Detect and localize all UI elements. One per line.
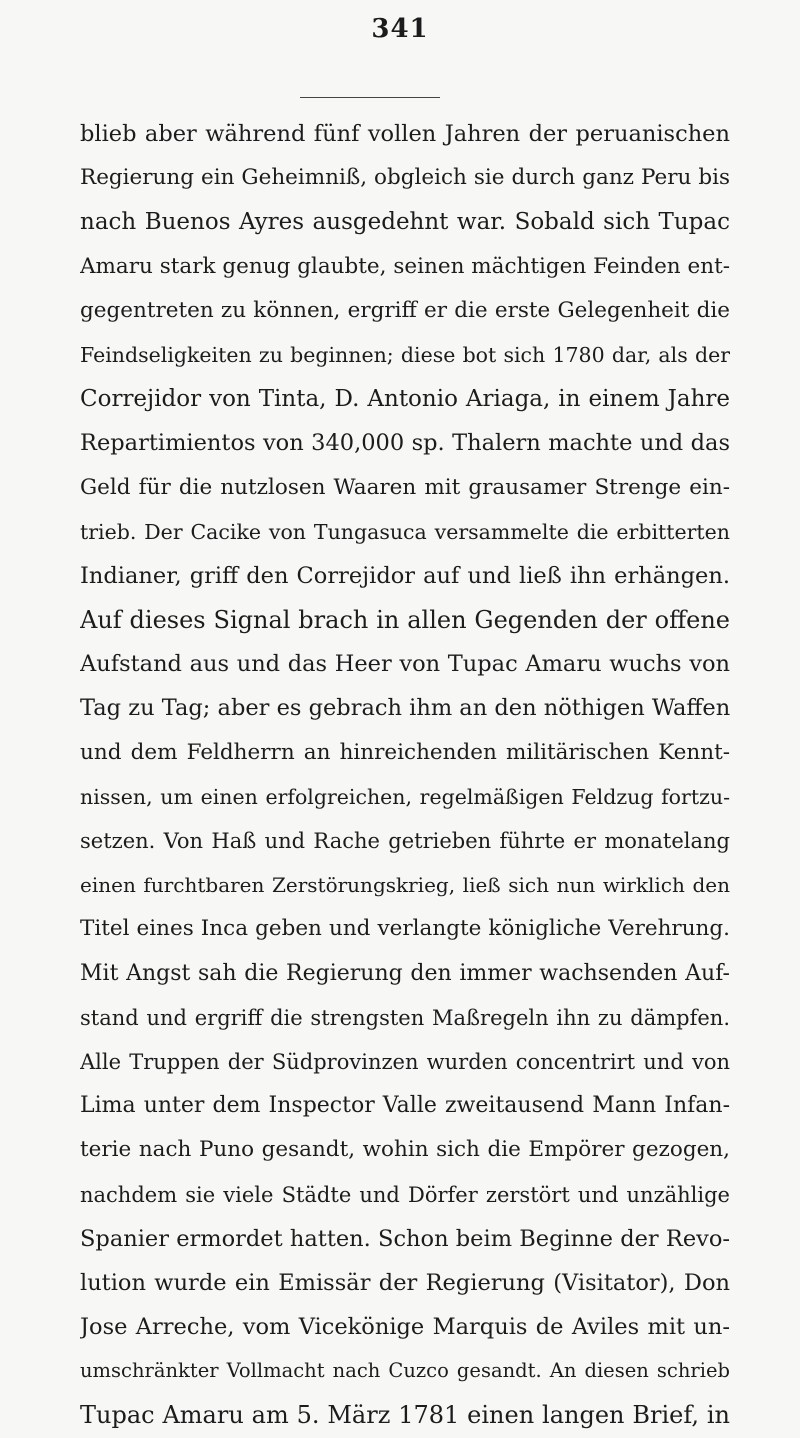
text-line: umschränkter Vollmacht nach Cuzco gesandt. An diesen schrieb	[80, 1359, 730, 1383]
text-line: Tag zu Tag; aber es gebrach ihm an den nöthigen Waffen	[80, 695, 730, 722]
text-line: stand und ergriff die strengsten Maßregeln ihn zu dämpfen.	[80, 1005, 730, 1030]
text-line: setzen. Von Haß und Rache getrieben führte er monatelang	[80, 829, 730, 853]
text-line: terie nach Puno gesandt, wohin sich die Empörer gezogen,	[80, 1137, 730, 1163]
text-line: Feindseligkeiten zu beginnen; diese bot sich 1780 dar, als der	[80, 342, 730, 367]
text-line: Jose Arreche, vom Vicekönige Marquis de Aviles mit un-	[80, 1314, 730, 1341]
text-line: gegentreten zu können, ergriff er die erste Gelegenheit die	[80, 297, 730, 323]
text-line: lution wurde ein Emissär der Regierung (Visitator), Don	[80, 1269, 730, 1296]
text-line: Repartimientos von 340,000 sp. Thalern machte und das	[80, 430, 730, 457]
text-line: Geld für die nutzlosen Waaren mit grausamer Strenge ein-	[80, 474, 730, 500]
text-line: Correjidor von Tinta, D. Antonio Ariaga, in einem Jahre	[80, 386, 730, 413]
text-line: Regierung ein Geheimniß, obgleich sie durch ganz Peru bis	[80, 165, 730, 191]
text-line: trieb. Der Cacike von Tungasuca versammelte die erbitterten	[80, 519, 730, 544]
text-line: Mit Angst sah die Regierung den immer wachsenden Auf-	[80, 960, 730, 986]
text-line: Tupac Amaru am 5. März 1781 einen langen Brief, in	[80, 1401, 730, 1430]
text-line: Aufstand aus und das Heer von Tupac Amaru wuchs von	[80, 651, 730, 678]
text-line: Alle Truppen der Südprovinzen wurden concentrirt und von	[80, 1049, 730, 1074]
text-line: Indianer, griff den Correjidor auf und ließ ihn erhängen.	[80, 562, 730, 589]
text-line: einen furchtbaren Zerstörungskrieg, ließ sich nun wirklich den	[80, 873, 730, 898]
text-line: und dem Feldherrn an hinreichenden militärischen Kennt-	[80, 739, 730, 765]
text-line: blieb aber während fünf vollen Jahren der peruanischen	[80, 121, 730, 147]
text-line: Spanier ermordet hatten. Schon beim Beginne der Revo-	[80, 1225, 730, 1252]
header-rule	[300, 97, 440, 98]
text-line: Lima unter dem Inspector Valle zweitausend Mann Infan-	[80, 1093, 730, 1119]
body-text	[80, 112, 730, 1438]
text-line: Amaru stark genug glaubte, seinen mächtigen Feinden ent-	[80, 253, 730, 279]
text-line: Auf dieses Signal brach in allen Gegenden der offene	[80, 606, 730, 635]
text-line: nissen, um einen erfolgreichen, regelmäßigen Feldzug fortzu-	[80, 784, 730, 809]
text-line: nach Buenos Ayres ausgedehnt war. Sobald sich Tupac	[80, 209, 730, 236]
text-line: Titel eines Inca geben und verlangte königliche Verehrung.	[80, 916, 730, 942]
text-line: nachdem sie viele Städte und Dörfer zerstört und unzählige	[80, 1182, 730, 1207]
page-number: 341	[371, 14, 429, 44]
